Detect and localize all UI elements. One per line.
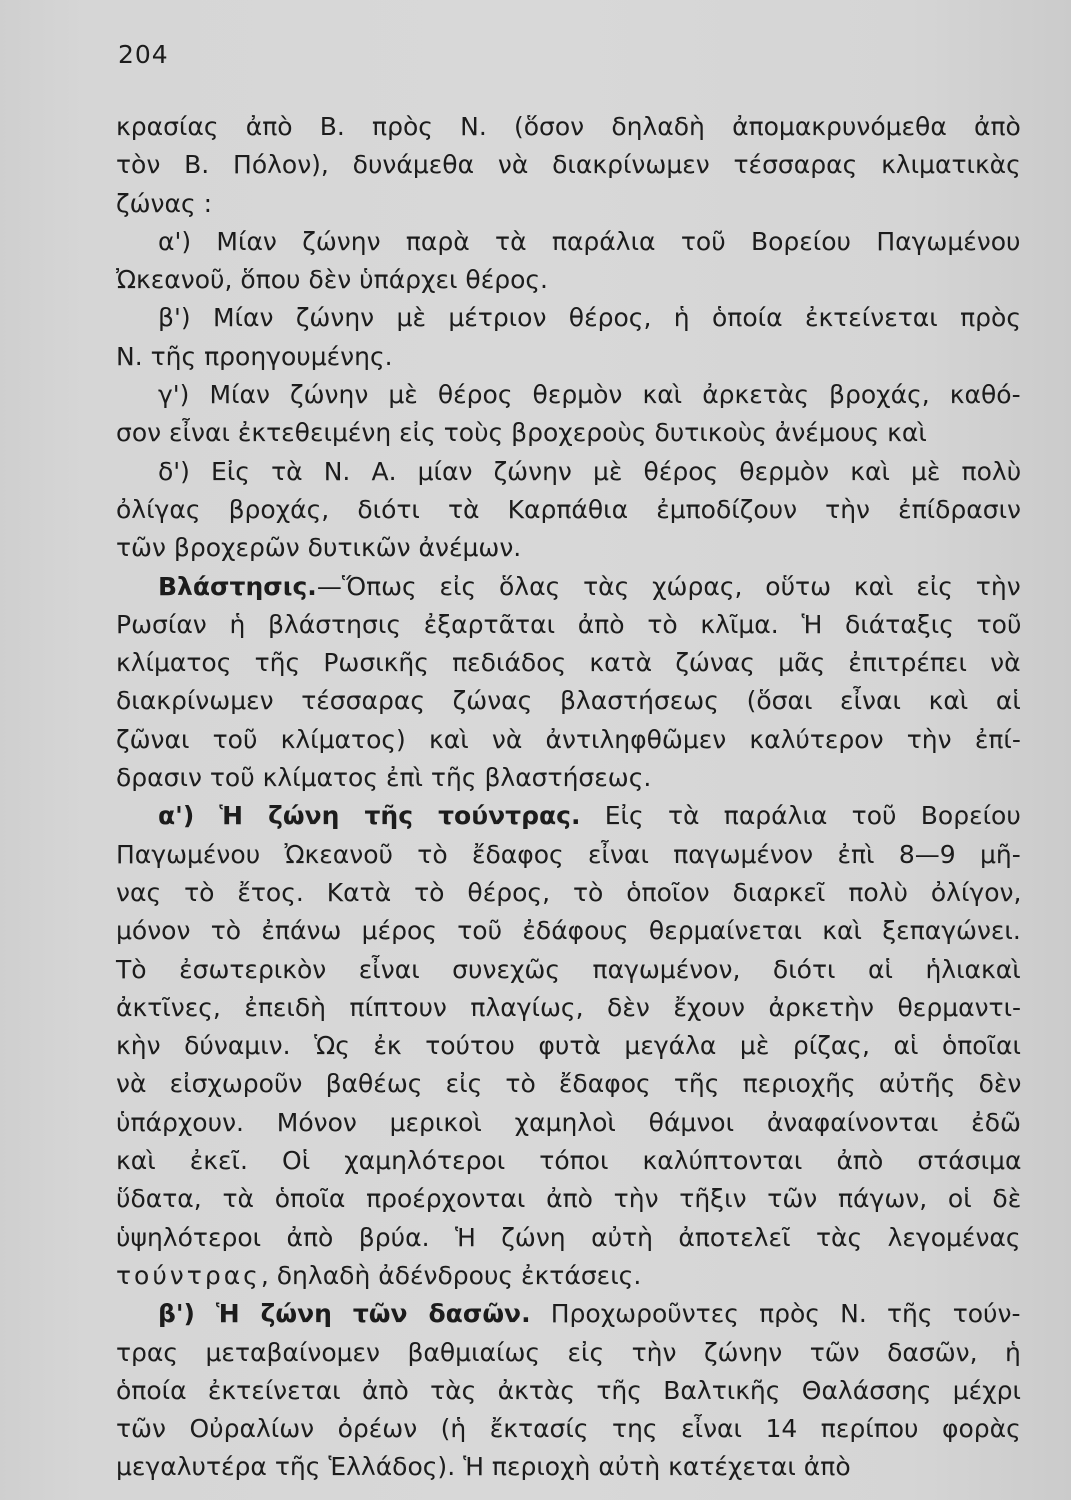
- text-line: διακρίνωμεν τέσσαρας ζώνας βλαστήσεως (ὅσαι εἶναι καὶ αἱ: [116, 686, 1021, 716]
- paragraph-vegetation: [116, 568, 1021, 798]
- text-line: τὸν Β. Πόλον), δυνάμεθα νὰ διακρίνωμεν τέσσαρας κλιματικὰς: [116, 150, 1021, 180]
- paragraph-forest: [116, 1295, 1021, 1486]
- section-heading-forest: β') Ἡ ζώνη τῶν δασῶν.: [158, 1299, 531, 1329]
- text-line: κλίματος τῆς Ρωσικῆς πεδιάδος κατὰ ζώνας μᾶς ἐπιτρέπει νὰ: [116, 648, 1021, 678]
- text-line: Ρωσίαν ἡ βλάστησις ἐξαρτᾶται ἀπὸ τὸ κλῖμα. Ἡ διάταξις τοῦ: [116, 609, 1022, 639]
- text-line: ὑψηλότεροι ἀπὸ βρύα. Ἡ ζώνη αὐτὴ ἀποτελεῖ τὰς λεγομένας: [116, 1222, 1021, 1252]
- paragraph-zone-b: [116, 299, 1021, 376]
- text-line: κὴν δύναμιν. Ὡς ἐκ τούτου φυτὰ μεγάλα μὲ ρίζας, αἱ ὁποῖαι: [116, 1031, 1021, 1061]
- text-line: μεγαλυτέρα τῆς Ἑλλάδος). Ἡ περιοχὴ αὐτὴ κατέχεται ἀπὸ: [116, 1452, 851, 1482]
- text-line: Τὸ ἐσωτερικὸν εἶναι συνεχῶς παγωμένον, διότι αἱ ἡλιακαὶ: [116, 954, 1021, 984]
- paragraph-intro: [116, 108, 1021, 223]
- text-line: δ') Εἰς τὰ Ν. Α. μίαν ζώνην μὲ θέρος θερμὸν καὶ μὲ πολὺ: [158, 456, 1022, 486]
- text-line: β') Ἡ ζώνη τῶν δασῶν. Προχωροῦντες πρὸς Ν. τῆς τούν-: [158, 1299, 1021, 1329]
- text-line: α') Ἡ ζώνη τῆς τούντρας. Εἰς τὰ παράλια τοῦ Βορείου: [158, 801, 1021, 831]
- text-line: δρασιν τοῦ κλίματος ἐπὶ τῆς βλαστήσεως.: [116, 763, 652, 793]
- text-line: κρασίας ἀπὸ Β. πρὸς Ν. (ὅσον δηλαδὴ ἀπομακρυνόμεθα ἀπὸ: [116, 112, 1021, 141]
- paragraph-zone-d: [116, 453, 1021, 568]
- text-line: α') Μίαν ζώνην παρὰ τὰ παράλια τοῦ Βορείου Παγωμένου: [158, 226, 1021, 256]
- text-line: τῶν βροχερῶν δυτικῶν ἀνέμων.: [116, 533, 522, 563]
- page-number: 204: [118, 40, 169, 69]
- paragraph-zone-c: [116, 376, 1021, 453]
- text-line: νὰ εἰσχωροῦν βαθέως εἰς τὸ ἔδαφος τῆς περιοχῆς αὐτῆς δὲν: [116, 1069, 1022, 1099]
- text-line: ζῶναι τοῦ κλίματος) καὶ νὰ ἀντιληφθῶμεν καλύτερον τὴν ἐπί-: [116, 724, 1021, 754]
- text-line: ὀλίγας βροχάς, διότι τὰ Καρπάθια ἐμποδίζουν τὴν ἐπίδρασιν: [116, 494, 1022, 524]
- text-line: ὁποία ἐκτείνεται ἀπὸ τὰς ἀκτὰς τῆς Βαλτικῆς Θαλάσσης μέχρι: [116, 1375, 1021, 1405]
- text-line: γ') Μίαν ζώνην μὲ θέρος θερμὸν καὶ ἀρκετὰς βροχάς, καθό-: [158, 380, 1021, 410]
- text-line: μόνον τὸ ἐπάνω μέρος τοῦ ἐδάφους θερμαίνεται καὶ ξεπαγώνει.: [116, 916, 1021, 946]
- text-line: τούντρας, δηλαδὴ ἀδένδρους ἐκτάσεις.: [116, 1260, 642, 1290]
- text-line: τρας μεταβαίνομεν βαθμιαίως εἰς τὴν ζώνην τῶν δασῶν, ἡ: [116, 1337, 1021, 1367]
- text-line: ὑπάρχουν. Μόνον μερικοὶ χαμηλοὶ θάμνοι ἀναφαίνονται ἐδῶ: [116, 1107, 1021, 1137]
- text-line: ζώνας :: [116, 188, 213, 218]
- body-text: [116, 108, 1021, 1487]
- text-line: ἀκτῖνες, ἐπειδὴ πίπτουν πλαγίως, δὲν ἔχουν ἀρκετὴν θερμαντι-: [116, 992, 1022, 1022]
- text-line: καὶ ἐκεῖ. Οἱ χαμηλότεροι τόποι καλύπτονται ἀπὸ στάσιμα: [116, 1146, 1022, 1176]
- text-line: Ὠκεανοῦ, ὅπου δὲν ὑπάρχει θέρος.: [116, 265, 548, 295]
- text-line: τῶν Οὐραλίων ὀρέων (ἡ ἔκτασίς της εἶναι 14 περίπου φορὰς: [116, 1414, 1021, 1444]
- text-line: β') Μίαν ζώνην μὲ μέτριον θέρος, ἡ ὁποία ἐκτείνεται πρὸς: [158, 303, 1022, 333]
- text-line: ὕδατα, τὰ ὁποῖα προέρχονται ἀπὸ τὴν τῆξιν τῶν πάγων, οἱ δὲ: [116, 1184, 1022, 1214]
- text-line: Ν. τῆς προηγουμένης.: [116, 341, 393, 371]
- paragraph-tundra: [116, 797, 1021, 1295]
- text-line: Βλάστησις.—Ὅπως εἰς ὅλας τὰς χώρας, οὕτω καὶ εἰς τὴν: [158, 571, 1021, 601]
- emphasized-term: τούντρας: [116, 1260, 261, 1290]
- text-line: σον εἶναι ἐκτεθειμένη εἰς τοὺς βροχεροὺς δυτικοὺς ἀνέμους καὶ: [116, 418, 927, 448]
- text-line: Παγωμένου Ὠκεανοῦ τὸ ἔδαφος εἶναι παγωμένον ἐπὶ 8—9 μῆ-: [116, 839, 1021, 869]
- section-heading-tundra: α') Ἡ ζώνη τῆς τούντρας.: [158, 801, 581, 831]
- section-heading-vegetation: Βλάστησις.: [158, 571, 317, 601]
- text-line: νας τὸ ἔτος. Κατὰ τὸ θέρος, τὸ ὁποῖον διαρκεῖ πολὺ ὀλίγον,: [116, 877, 1022, 907]
- paragraph-zone-a: [116, 223, 1021, 300]
